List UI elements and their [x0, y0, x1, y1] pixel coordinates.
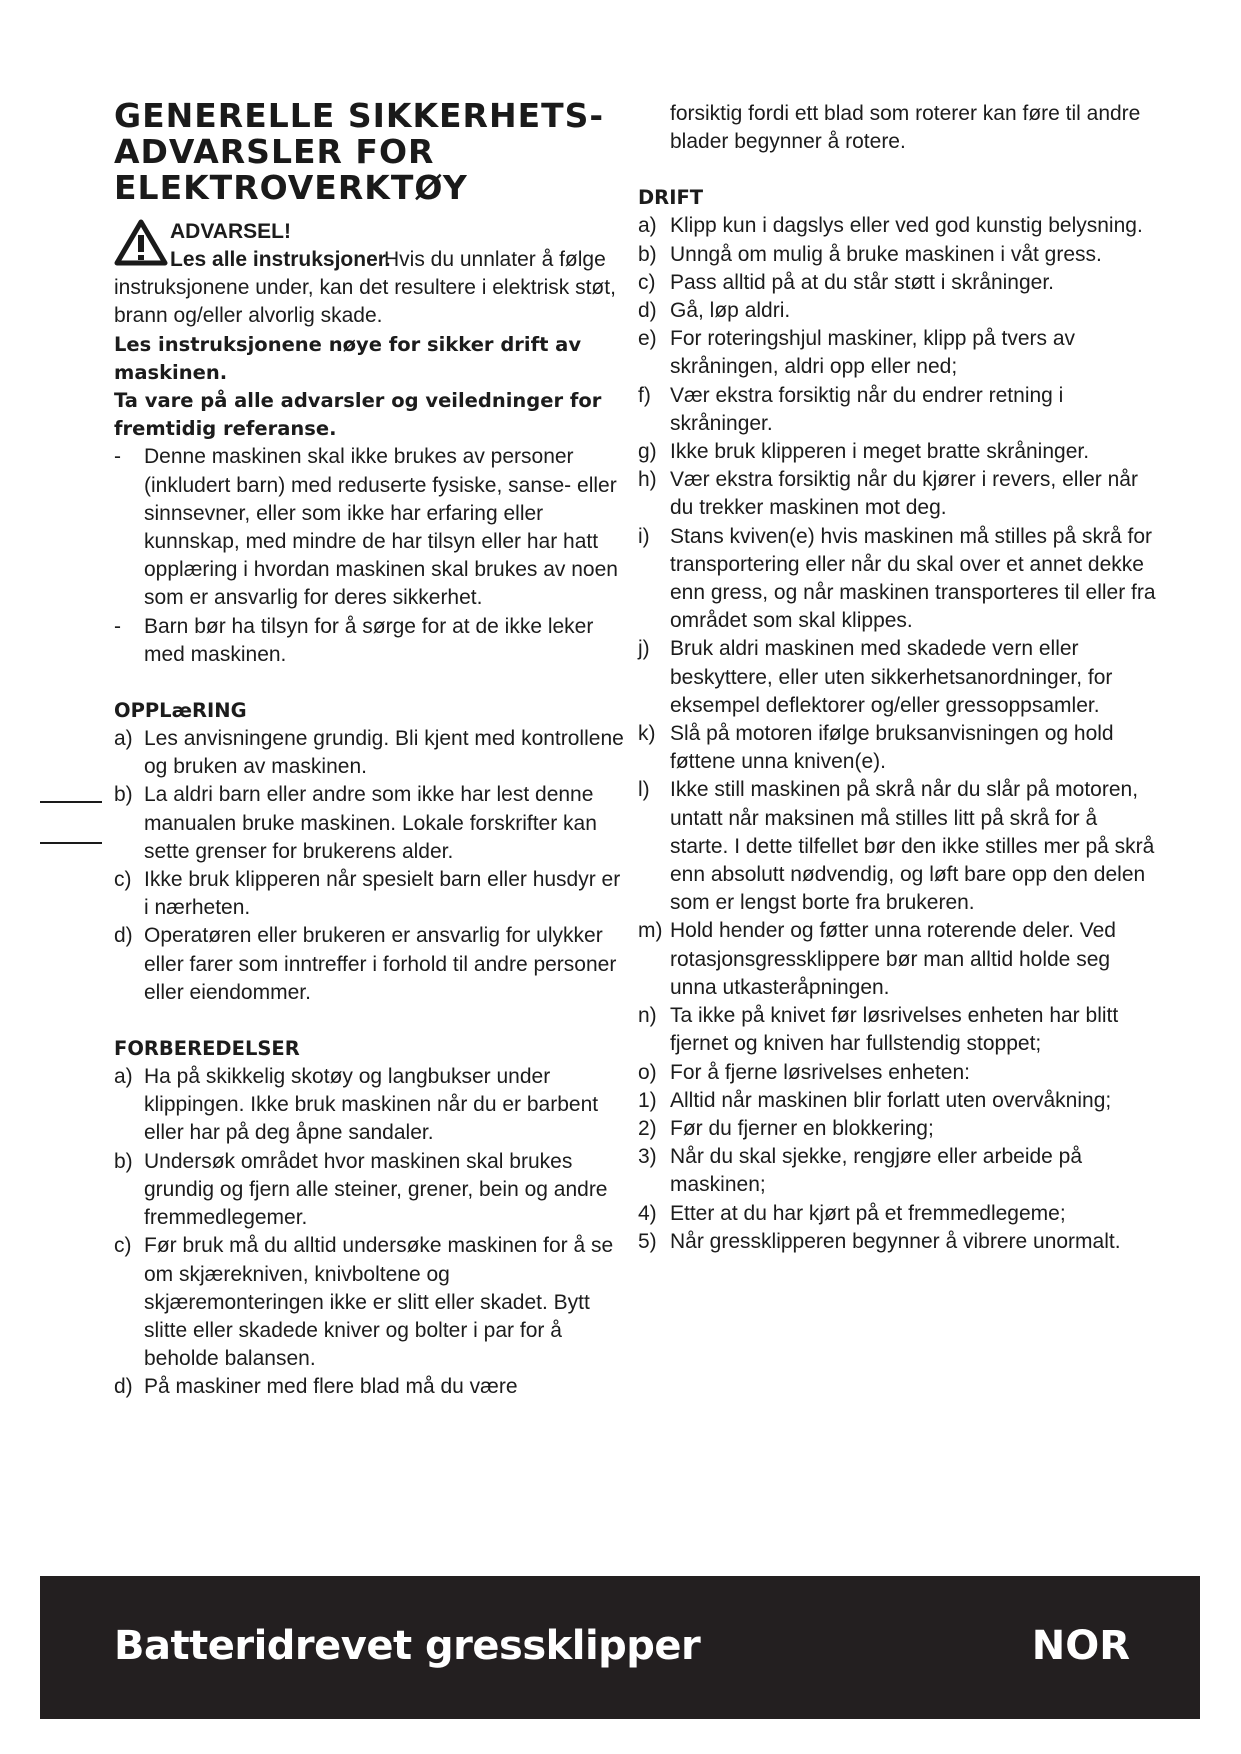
- list-text: Etter at du har kjørt på et fremmedlegeme;: [670, 1201, 1066, 1225]
- list-marker: l): [638, 778, 650, 802]
- margin-mark-top: [40, 801, 102, 803]
- title-line-2: ADVARSLER FOR: [114, 132, 435, 171]
- list-text: Ikke bruk klipperen i meget bratte skråninger.: [670, 440, 1090, 464]
- list-text: Undersøk området hvor maskinen skal brukes grundig og fjern alle steiner, grener, bein og andre fremmedlegemer.: [144, 1149, 608, 1230]
- list-text: For roteringshjul maskiner, klipp på tvers av skråningen, aldri opp eller ned;: [670, 327, 1075, 379]
- list-marker: h): [638, 468, 657, 492]
- list-marker: 1): [638, 1088, 657, 1112]
- continuation-text: forsiktig fordi ett blad som roterer kan føre til andre blader begynner å rotere.: [670, 102, 1141, 154]
- list-text: Når du skal sjekke, rengjøre eller arbeide på maskinen;: [670, 1145, 1083, 1197]
- product-title: Batteridrevet gressklipper: [114, 1623, 701, 1669]
- section-heading-operation: DRIFT: [638, 186, 704, 210]
- spacer: [114, 669, 624, 697]
- list-text: Ta ikke på knivet før løsrivelses enheten har blitt fjernet og kniven har fullstendig stoppet;: [670, 1004, 1119, 1056]
- list-item: [114, 866, 624, 922]
- list-text: Les anvisningene grundig. Bli kjent med kontrollene og bruken av maskinen.: [144, 727, 624, 779]
- list-text: Operatøren eller brukeren er ansvarlig for ulykker eller farer som inntreffer i forhold til andre personer eller eiendommer.: [144, 924, 617, 1004]
- list-marker: a): [114, 727, 133, 751]
- list-item: [638, 523, 1158, 636]
- list-marker: c): [114, 868, 132, 892]
- list-text: Unngå om mulig å bruke maskinen i våt gress.: [670, 242, 1102, 266]
- list-marker: 5): [638, 1229, 657, 1253]
- warning-text: Hvis du unnlater å følge instruksjonene under, kan det resultere i elektrisk støt, brann og/eller alvorlig skade.: [114, 248, 616, 328]
- warning-block: [114, 218, 624, 274]
- list-text: Pass alltid på at du står støtt i skråninger.: [670, 270, 1055, 294]
- list-item: [638, 1115, 1158, 1143]
- list-marker: a): [114, 1065, 133, 1089]
- list-text: Gå, løp aldri.: [670, 299, 791, 323]
- list-text: Klipp kun i dagslys eller ved god kunstig belysning.: [670, 214, 1143, 238]
- margin-mark-bottom: [40, 842, 102, 844]
- list-item: [638, 297, 1158, 325]
- list-text: La aldri barn eller andre som ikke har lest denne manualen bruke maskinen. Lokale forskrifter kan sette grenser for brukerens alder.: [144, 783, 597, 863]
- list-item: [638, 241, 1158, 269]
- list-marker: d): [114, 1375, 133, 1399]
- list-text: Bruk aldri maskinen med skadede vern eller beskyttere, eller uten sikkerhetsanordninger, for eksempel deflektorer og/eller gressoppsamler.: [670, 637, 1113, 717]
- list-item: [114, 1063, 624, 1148]
- list-item: [638, 776, 1158, 917]
- list-marker: 4): [638, 1201, 657, 1225]
- right-column: [638, 100, 1158, 1256]
- list-text: Stans kviven(e) hvis maskinen må stilles på skrå for transportering eller når du skal over et annet dekke enn gress, og når maskinen transporteres til eller fra området som skal klippes.: [670, 524, 1156, 633]
- list-item: [638, 720, 1158, 776]
- list-marker: i): [638, 524, 650, 548]
- list-marker: b): [114, 783, 133, 807]
- list-marker: d): [638, 299, 657, 323]
- list-item: [114, 1373, 624, 1401]
- list-marker: j): [638, 637, 650, 661]
- spacer: [114, 1007, 624, 1035]
- list-item: [114, 443, 624, 612]
- warning-label: ADVARSEL!: [170, 220, 291, 243]
- warning-triangle-icon: [114, 218, 168, 268]
- list-marker: e): [638, 327, 657, 351]
- list-marker: -: [114, 445, 121, 469]
- list-text: Hold hender og føtter unna roterende deler. Ved rotasjonsgressklippere bør man alltid holde seg unna utkasteråpningen.: [670, 919, 1116, 999]
- list-item: [114, 781, 624, 866]
- section-heading-training: OPPLæRING: [114, 699, 247, 723]
- list-text: Før du fjerner en blokkering;: [670, 1116, 934, 1140]
- list-text: Slå på motoren ifølge bruksanvisningen og hold føttene unna kniven(e).: [670, 722, 1114, 774]
- list-item: [638, 466, 1158, 522]
- list-text: Barn bør ha tilsyn for å sørge for at de ikke leker med maskinen.: [144, 614, 594, 666]
- list-text: Ikke still maskinen på skrå når du slår på motoren, untatt når maksinen må stilles litt på skrå for å starte. I dette tilfellet bør den ikke stilles mer på skrå enn absolutt nødvendig, og løft bare opp den delen som er lengst borte fra brukeren.: [670, 778, 1155, 915]
- list-item: [638, 1200, 1158, 1228]
- left-column: [114, 98, 624, 1402]
- list-item: [638, 917, 1158, 1002]
- page-title: [114, 98, 624, 206]
- list-text: Vær ekstra forsiktig når du kjører i revers, eller når du trekker maskinen mot deg.: [670, 468, 1138, 520]
- list-item: [114, 1148, 624, 1233]
- list-text: Ha på skikkelig skotøy og langbukser under klippingen. Ikke bruk maskinen når du er barbent eller har på deg åpne sandaler.: [144, 1065, 599, 1145]
- list-item: [638, 438, 1158, 466]
- list-item: [114, 922, 624, 1007]
- footer-bar: [40, 1576, 1200, 1719]
- list-marker: d): [114, 924, 133, 948]
- list-item: [638, 382, 1158, 438]
- list-marker: k): [638, 722, 656, 746]
- list-item: [638, 635, 1158, 720]
- list-text: Før bruk må du alltid undersøke maskinen for å se om skjærekniven, knivboltene og skjæremonteringen ikke er slitt eller skadet. Bytt slitte eller skadede kniver og bolter i par for å beholde balansen.: [144, 1234, 614, 1371]
- list-text: Alltid når maskinen blir forlatt uten overvåkning;: [670, 1088, 1112, 1112]
- list-marker: b): [114, 1149, 133, 1173]
- list-marker: b): [638, 242, 657, 266]
- list-text: Denne maskinen skal ikke brukes av personer (inkludert barn) med reduserte fysiske, sanse- eller sinnsevner, eller som ikke har erfaring eller kunnskap, med mindre de har tilsyn eller har hatt opplæring i hvordan maskinen skal brukes av noen som er ansvarlig for deres sikkerhet.: [144, 445, 618, 610]
- list-marker: -: [114, 614, 121, 638]
- section-heading-preparation: FORBEREDELSER: [114, 1037, 300, 1061]
- list-item: [114, 725, 624, 781]
- list-item: [638, 269, 1158, 297]
- list-item: [638, 1002, 1158, 1058]
- list-item: [638, 1059, 1158, 1087]
- list-text: På maskiner med flere blad må du være: [144, 1375, 518, 1399]
- list-item: [638, 212, 1158, 240]
- list-marker: n): [638, 1004, 657, 1028]
- title-line-1: GENERELLE SIKKERHETS-: [114, 96, 605, 135]
- list-text: Når gressklipperen begynner å vibrere unormalt.: [670, 1229, 1121, 1253]
- list-marker: m): [638, 919, 663, 943]
- list-item: [638, 1143, 1158, 1199]
- list-text: Ikke bruk klipperen når spesielt barn eller husdyr er i nærheten.: [144, 868, 621, 920]
- list-marker: 2): [638, 1116, 657, 1140]
- list-marker: 3): [638, 1145, 657, 1169]
- list-marker: g): [638, 440, 657, 464]
- list-item: [638, 1087, 1158, 1115]
- list-marker: a): [638, 214, 657, 238]
- list-marker: c): [638, 270, 656, 294]
- list-text: Vær ekstra forsiktig når du endrer retning i skråninger.: [670, 383, 1064, 435]
- list-item: [114, 613, 624, 669]
- list-marker: f): [638, 383, 651, 407]
- list-item: [638, 1228, 1158, 1256]
- language-code: NOR: [1031, 1623, 1130, 1669]
- bold-instruction-2: Ta vare på alle advarsler og veiledninger for fremtidig referanse.: [114, 389, 602, 441]
- bold-instruction-1: Les instruksjonene nøye for sikker drift av maskinen.: [114, 332, 582, 384]
- list-marker: o): [638, 1060, 657, 1084]
- title-line-3: ELEKTROVERKTØY: [114, 168, 468, 207]
- list-marker: c): [114, 1234, 132, 1258]
- list-text: For å fjerne løsrivelses enheten:: [670, 1060, 970, 1084]
- warning-bold: Les alle instruksjoner.: [170, 248, 391, 271]
- list-item: [638, 325, 1158, 381]
- warning-first-line: [170, 246, 624, 274]
- spacer: [638, 156, 1158, 184]
- list-item: [114, 1232, 624, 1373]
